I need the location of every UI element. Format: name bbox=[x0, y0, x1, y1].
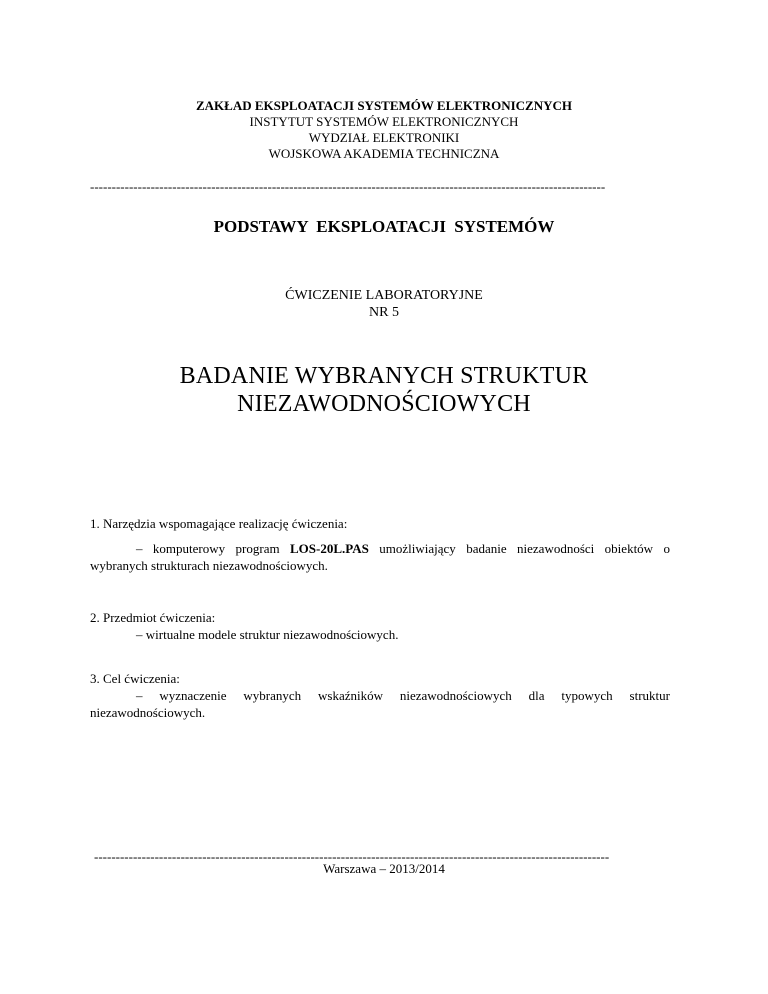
topic-title-line-1: BADANIE WYBRANYCH STRUKTUR bbox=[179, 363, 589, 389]
exercise-label: ĆWICZENIE LABORATORYJNE bbox=[285, 288, 483, 303]
section-heading: 2. Przedmiot ćwiczenia: bbox=[90, 610, 216, 625]
subject-title: PODSTAWY EKSPLOATACJI SYSTEMÓW bbox=[213, 217, 555, 236]
section-subject bbox=[90, 609, 670, 643]
university-name: WOJSKOWA AKADEMIA TECHNICZNA bbox=[268, 146, 500, 161]
section-body: – wyznaczenie wybranych wskaźników niezawodnościowych dla typowych struktur niezawodnościowych. bbox=[90, 688, 670, 720]
faculty-name: WYDZIAŁ ELEKTRONIKI bbox=[308, 130, 460, 145]
top-separator: ----------------------------------------------------------------------------------------------------------------------- bbox=[90, 180, 606, 194]
institute-name: INSTYTUT SYSTEMÓW ELEKTRONICZNYCH bbox=[249, 114, 519, 129]
section-heading: 3. Cel ćwiczenia: bbox=[90, 671, 180, 686]
program-name: LOS-20L.PAS bbox=[289, 541, 369, 556]
section-heading: 1. Narzędzia wspomagające realizację ćwiczenia: bbox=[90, 516, 348, 531]
exercise-number: NR 5 bbox=[369, 305, 399, 320]
section-tools bbox=[90, 515, 670, 574]
section-body: – wirtualne modele struktur niezawodnościowych. bbox=[136, 627, 399, 642]
section-goal bbox=[90, 670, 670, 721]
bottom-separator: ----------------------------------------------------------------------------------------------------------------------- bbox=[94, 850, 610, 864]
footer-place-date: Warszawa – 2013/2014 bbox=[323, 861, 445, 876]
department-name: ZAKŁAD EKSPLOATACJI SYSTEMÓW ELEKTRONICZNYCH bbox=[196, 98, 572, 113]
topic-title-line-2: NIEZAWODNOŚCIOWYCH bbox=[237, 391, 531, 417]
section-body: – komputerowy program LOS-20L.PAS umożliwiający badanie niezawodności obiektów o wybranych strukturach niezawodnościowych. bbox=[90, 541, 670, 573]
